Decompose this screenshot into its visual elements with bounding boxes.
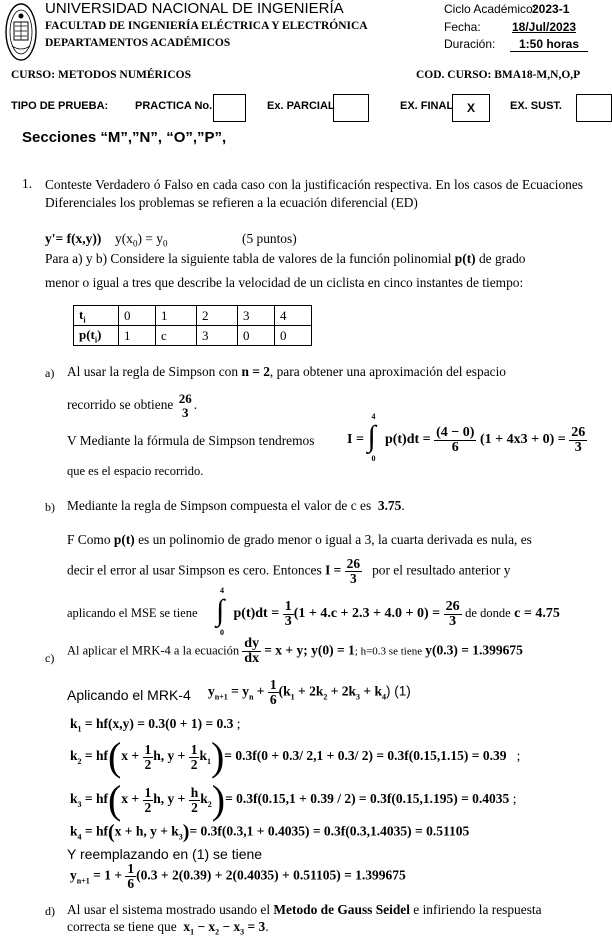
table-cell: $t_i$ bbox=[74, 306, 119, 326]
university-name: UNIVERSIDAD NACIONAL DE INGENIERÍA bbox=[45, 0, 344, 17]
question-number: 1. bbox=[22, 176, 33, 191]
line-a: Para a) y b) Considere la siguiente tabla de valores de la función polinomial p(t) de grado bbox=[45, 251, 526, 266]
k3-line: $k_3 = hf(x$ + $\frac{1}{2}$ h, y + $\frac{h}{2}$ $k_2)= 0.3f(0.15,1 + 0.39 / 2) = 0.3f(0.15,1.195) = 0.4035$ ; bbox=[70, 777, 517, 822]
faculty-name: FACULTAD DE INGENIERÍA ELÉCTRICA Y ELECTRÓNICA bbox=[45, 20, 368, 32]
k1-line: $k_1 = hf(x,y) = 0.3(0 + 1) = 0.3$ ; bbox=[70, 716, 241, 734]
ed-equation: y'= f(x,y)) $y(x_0) = y_0$ bbox=[45, 231, 168, 249]
item-c-label: c) bbox=[45, 651, 55, 665]
item-c-text: Al aplicar el MRK-4 a la ecuación $\frac{dy}{dx}$ = x + y; y(0) = 1; h=0.3 se tiene y(0.3) = 1.399675 bbox=[67, 636, 523, 666]
item-a-text: Al usar la regla de Simpson con n = 2, para obtener una aproximación del espacio bbox=[67, 364, 507, 379]
practica-box[interactable] bbox=[213, 94, 246, 122]
k2-line: $k_2 = hf(x$ + $\frac{1}{2}$ h, y + $\frac{1}{2}$ $k_1)= 0.3f(0 + 0.3/$ 2,1 + 0.3/ 2) = 0.3f(0.15,1.15) = 0.39 ; bbox=[70, 734, 521, 779]
item-b-label: b) bbox=[45, 500, 55, 514]
table-cell: 0 bbox=[238, 326, 275, 346]
ciclo-value: 2023-1 bbox=[532, 2, 570, 16]
item-b-mse: aplicando el MSE se tiene bbox=[67, 606, 198, 620]
fraction: 26 3 bbox=[178, 391, 192, 420]
sust-label: EX. SUST. bbox=[510, 100, 562, 112]
item-b-answer2: decir el error al usar Simpson es cero. Entonces I = $\frac{26}{3}$ por el resultado anterior y bbox=[67, 556, 511, 586]
ciclo-label: Ciclo Académico: bbox=[444, 2, 537, 16]
sust-box[interactable] bbox=[576, 94, 612, 122]
rk-apply-label: Aplicando el MRK-4 bbox=[67, 687, 191, 703]
table-cell: 1 bbox=[156, 306, 197, 326]
item-a-text2: recorrido se obtiene 26 3 . bbox=[67, 391, 198, 420]
item-b-text: Mediante la regla de Simpson compuesta el valor de c es 3.75. bbox=[67, 498, 405, 513]
values-table bbox=[73, 305, 312, 346]
parcial-box[interactable] bbox=[333, 94, 369, 122]
table-row bbox=[74, 306, 312, 326]
table-cell: 2 bbox=[197, 306, 238, 326]
table-cell: 3 bbox=[197, 326, 238, 346]
rk-formula: $y_{n+1} = y_n$ + $\frac{1}{6}$ $(k_1 + 2k_2 + 2k_3 + k_4)$ (1) bbox=[208, 677, 411, 707]
item-d-text2: correcta se tiene que $x_1 - x_2 - x_3 = 3$. bbox=[67, 919, 269, 937]
item-a-formula: I = ∫ 4 0 p(t)dt = $\frac{(4 - 0)}{6}$ (1 + 4x3 + 0) = $\frac{26}{3}$ bbox=[347, 412, 586, 463]
parcial-label: Ex. PARCIAL bbox=[267, 100, 335, 112]
duracion-label: Duración: bbox=[444, 37, 496, 51]
table-cell: $p(t_i)$ bbox=[74, 326, 119, 346]
item-a-label: a) bbox=[45, 366, 55, 380]
course-name: CURSO: METODOS NUMÉRICOS bbox=[11, 69, 191, 81]
points: (5 puntos) bbox=[242, 231, 297, 246]
line-b: menor o igual a tres que describe la velocidad de un ciclista en cinco instantes de tiempo: bbox=[45, 275, 524, 290]
table-cell: 0 bbox=[275, 326, 312, 346]
final-mark: X bbox=[466, 101, 475, 115]
university-seal-logo bbox=[4, 2, 38, 62]
item-d-label: d) bbox=[45, 904, 55, 918]
fecha-value: 18/Jul/2023 bbox=[512, 20, 577, 34]
department-name: DEPARTAMENTOS ACADÉMICOS bbox=[45, 37, 231, 49]
fecha-label: Fecha: bbox=[444, 20, 481, 34]
table-row bbox=[74, 326, 312, 346]
sections-heading: Secciones “M”,”N”, “O”,”P”, bbox=[22, 129, 227, 146]
item-a-tail: que es el espacio recorrido. bbox=[67, 464, 204, 478]
table-cell: 4 bbox=[275, 306, 312, 326]
final-box[interactable] bbox=[452, 94, 490, 122]
table-cell: 1 bbox=[119, 326, 156, 346]
item-b-formula: ∫ 4 0 p(t)dt = $\frac{1}{3}$ (1 + 4.c + 2.3 + 4.0 + 0) = $\frac{26}{3}$ de donde c = 4.75 bbox=[216, 586, 560, 637]
table-cell: 3 bbox=[238, 306, 275, 326]
course-code: COD. CURSO: BMA18-M,N,O,P bbox=[416, 69, 581, 81]
practica-label: PRACTICA No. bbox=[135, 100, 213, 112]
final-result: $y_{n+1} = 1$ + $\frac{1}{6}$ (0.3 + 2(0.39) + 2(0.4035) + 0.51105) = 1.399675 bbox=[70, 861, 406, 891]
duracion-value: 1:50 horas bbox=[510, 37, 588, 52]
final-label: EX. FINAL bbox=[400, 100, 454, 112]
test-type-label: TIPO DE PRUEBA: bbox=[11, 100, 109, 112]
item-a-answer: V Mediante la fórmula de Simpson tendremos bbox=[67, 433, 315, 448]
question-intro: Conteste Verdadero ó Falso en cada caso con la justificación respectiva. En los casos de Ecuaciones Diferenciales los problemas se refieren a la ecuación diferencial (ED) bbox=[45, 177, 583, 210]
table-cell: 0 bbox=[119, 306, 156, 326]
k4-line: $k_4 = hf(x + h$, $y + k_3)= 0.3f(0.3,1 + 0.4035) = 0.3f(0.3,1.4035) = 0.51105$ bbox=[70, 821, 470, 843]
item-b-answer1: F Como p(t) es un polinomio de grado menor o igual a 3, la cuarta derivada es nula, es bbox=[67, 532, 532, 547]
table-cell: c bbox=[156, 326, 197, 346]
reemplazando-text: Y reemplazando en (1) se tiene bbox=[67, 846, 263, 862]
item-d-text: Al usar el sistema mostrado usando el Metodo de Gauss Seidel e infiriendo la respuesta bbox=[67, 902, 542, 917]
